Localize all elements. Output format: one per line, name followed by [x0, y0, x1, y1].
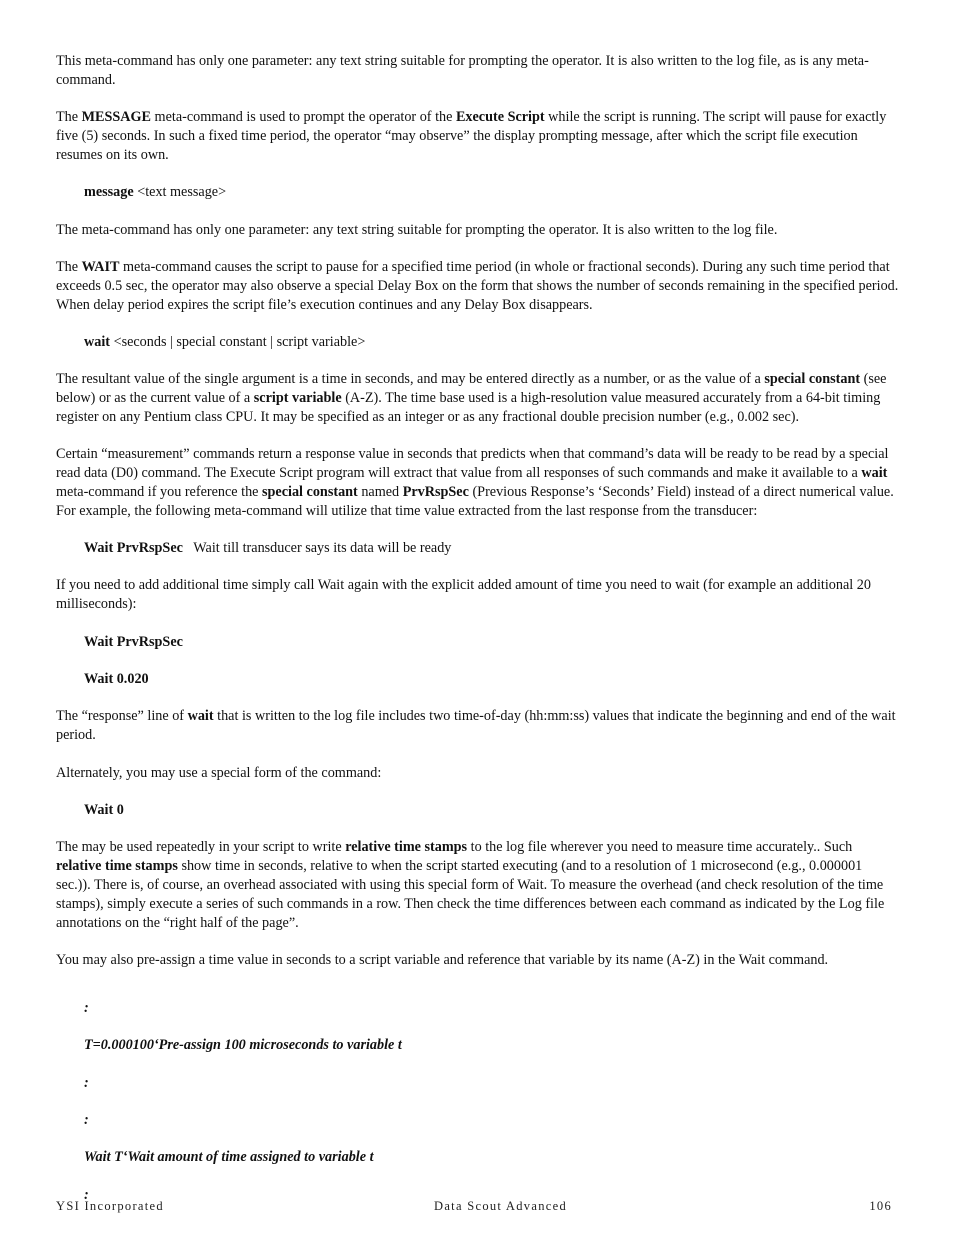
- paragraph-wait-argument: [56, 370, 900, 426]
- text: that is written to the log file includes two time-of-day (hh:mm:ss) values that indicate the beginning and end of the wait period.: [56, 708, 896, 744]
- paragraph-message-parameter: The meta-command has only one parameter: any text string suitable for prompting the operator. It is also written to the log file.: [56, 221, 778, 238]
- text: The “response” line of: [56, 708, 188, 725]
- syntax-wait: [56, 333, 900, 352]
- text: (A-Z). The time base used is a high-resolution value measured accurately from a 64-bit timing register on any Pentium class CPU. It may be specified as an integer or as any fractional double precision number (e.g., 0.002 sec).: [56, 390, 881, 425]
- keyword-message: MESSAGE: [81, 109, 151, 126]
- keyword-wait: wait: [861, 465, 888, 482]
- syntax-arguments: <seconds | special constant | script variable>: [110, 333, 366, 350]
- code-line: :: [84, 999, 89, 1016]
- example-comment: Wait till transducer says its data will be ready: [182, 540, 452, 557]
- document-body: [56, 52, 900, 1223]
- text: meta-command causes the script to pause for a specified time period (in whole or fractional seconds). During any such time period that exceeds 0.5 sec, the operator may also observe a special Delay Box on the form that shows the number of seconds remaining in the specified period. When delay period expires the script file’s execution continues and any Delay Box disappears.: [56, 258, 899, 313]
- keyword-relative-time-stamps: relative time stamps: [345, 839, 468, 856]
- example-command: Wait 0: [84, 802, 124, 819]
- paragraph-additional-time: If you need to add additional time simply call Wait again with the explicit added amount of time you need to wait (for example an additional 20 milliseconds):: [56, 577, 871, 613]
- code-example-block: [56, 999, 900, 1205]
- code-line: :: [84, 1111, 89, 1128]
- syntax-command: wait: [84, 333, 111, 350]
- paragraph-measurement-commands: [56, 445, 900, 520]
- paragraph-special-form: Alternately, you may use a special form of the command:: [56, 764, 382, 781]
- text: meta-command if you reference the: [56, 483, 263, 500]
- text: named: [357, 483, 403, 500]
- text: Certain “measurement” commands return a response value in seconds that predicts when that command’s data will be ready to be read by a special read data (D0) command. The Execute Script program will extract that value from all responses of such commands and make it available to a: [56, 446, 889, 482]
- example-command: Wait 0.020: [84, 671, 149, 688]
- code-line: :: [84, 1074, 89, 1091]
- keyword-special-constant: special constant: [262, 483, 358, 500]
- syntax-arguments: <text message>: [133, 184, 227, 201]
- keyword-wait: WAIT: [81, 258, 120, 275]
- text: The: [56, 109, 82, 126]
- keyword-execute-script: Execute Script: [455, 109, 545, 126]
- example-wait-prvrspsec-comment: [56, 539, 900, 558]
- footer-company: YSI Incorporated: [56, 1199, 164, 1213]
- footer-title: Data Scout Advanced: [434, 1199, 568, 1213]
- syntax-command: message: [84, 184, 134, 201]
- syntax-message: [56, 183, 900, 202]
- example-wait-0020: [56, 670, 900, 689]
- example-wait-0: [56, 801, 900, 820]
- paragraph-relative-time-stamps: [56, 838, 900, 932]
- text: (Previous Response’s ‘Seconds’ Field) instead of a direct numerical value. For example, the following meta-command will utilize that time value extracted from the last response from the transducer:: [56, 483, 894, 519]
- text: to the log file wherever you need to measure time accurately.. Such: [467, 839, 853, 856]
- text: while the script is running. The script will pause for exactly five (5) seconds. In such a fixed time period, the operator “may observe” the display prompting message, after which the script file execution resumes on its own.: [56, 109, 887, 163]
- text: The resultant value of the single argument is a time in seconds, and may be entered directly as a number, or as the value of a: [56, 371, 765, 388]
- code-line: :: [84, 1186, 89, 1203]
- example-command: Wait PrvRspSec: [84, 540, 183, 557]
- paragraph-pre-assign: You may also pre-assign a time value in seconds to a script variable and reference that variable by its name (A-Z) in the Wait command.: [56, 952, 829, 968]
- keyword-wait: wait: [187, 708, 214, 725]
- paragraph-wait-description: [56, 258, 900, 314]
- text: The: [56, 258, 82, 275]
- keyword-special-constant: special constant: [764, 371, 861, 388]
- page-number: 106: [869, 1199, 892, 1213]
- paragraph-message-description: [56, 108, 900, 164]
- code-line: Wait T‘Wait amount of time assigned to variable t: [84, 1149, 374, 1166]
- keyword-prvrspsec: PrvRspSec: [402, 483, 469, 500]
- paragraph-response-line: [56, 707, 900, 745]
- text: show time in seconds, relative to when the script started executing (and to a resolution of 1 microsecond (e.g., 0.000001 sec.)). There is, of course, an overhead associated with using this special form of Wait. To measure the overhead (and check resolution of the time stamps), simply execute a series of such commands in a row. Then check the time differences between each command as indicated by the Log file annotations on the “right half of the page”.: [56, 858, 885, 931]
- text: The may be used repeatedly in your script to write: [56, 839, 346, 856]
- paragraph-meta-command-intro: This meta-command has only one parameter: any text string suitable for prompting the operator. It is also written to the log file, as is any meta-command.: [56, 53, 869, 88]
- keyword-script-variable: script variable: [253, 390, 342, 407]
- code-line: T=0.000100‘Pre-assign 100 microseconds to variable t: [84, 1037, 402, 1054]
- example-wait-prvrspsec: [56, 633, 900, 652]
- keyword-relative-time-stamps: relative time stamps: [56, 858, 178, 875]
- text: (see below) or as the current value of a: [56, 371, 887, 407]
- text: meta-command is used to prompt the operator of the: [151, 109, 456, 126]
- example-command: Wait PrvRspSec: [84, 633, 183, 650]
- page-footer: [56, 1199, 892, 1217]
